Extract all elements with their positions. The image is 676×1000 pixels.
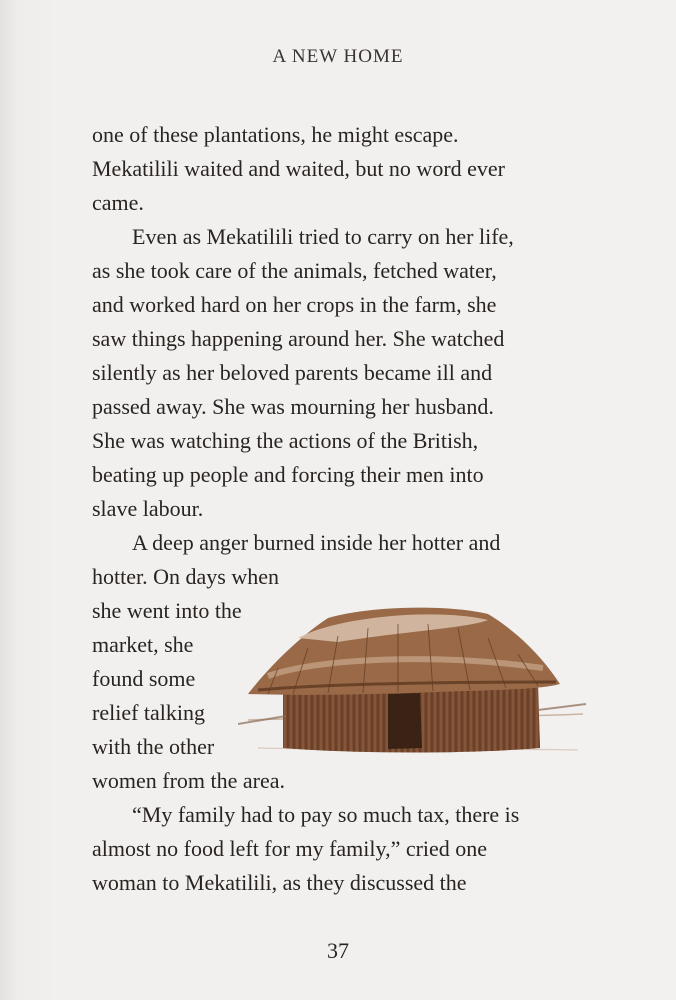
text-line: and worked hard on her crops in the farm, she bbox=[92, 292, 497, 317]
text-line: Mekatilili waited and waited, but no word ever bbox=[92, 156, 505, 181]
text-line: slave labour. bbox=[92, 496, 204, 521]
text-line: She was watching the actions of the British, bbox=[92, 428, 479, 453]
text-line: Even as Mekatilili tried to carry on her life, bbox=[132, 224, 514, 249]
text-line: with the other bbox=[92, 734, 215, 759]
thatched-hut-illustration bbox=[238, 598, 588, 778]
text-line: found some bbox=[92, 666, 196, 691]
text-line: passed away. She was mourning her husband. bbox=[92, 394, 494, 419]
text-line: almost no food left for my family,” cried one bbox=[92, 836, 488, 861]
text-line: A deep anger burned inside her hotter and bbox=[132, 530, 501, 555]
text-line: beating up people and forcing their men into bbox=[92, 462, 484, 487]
text-line: “My family had to pay so much tax, there is bbox=[132, 802, 520, 827]
text-line: as she took care of the animals, fetched water, bbox=[92, 258, 497, 283]
text-line: she went into the bbox=[92, 598, 242, 623]
page-number: 37 bbox=[327, 938, 349, 963]
text-line: one of these plantations, he might escape. bbox=[92, 122, 459, 147]
running-head: A NEW HOME bbox=[272, 46, 404, 67]
text-line: hotter. On days when bbox=[92, 564, 279, 589]
body-text bbox=[92, 118, 592, 900]
text-line: market, she bbox=[92, 632, 194, 657]
text-line: came. bbox=[92, 190, 144, 215]
text-line: silently as her beloved parents became ill and bbox=[92, 360, 493, 385]
text-line: relief talking bbox=[92, 700, 206, 725]
text-line: woman to Mekatilili, as they discussed the bbox=[92, 870, 467, 895]
text-line: saw things happening around her. She watched bbox=[92, 326, 505, 351]
text-line: women from the area. bbox=[92, 768, 286, 793]
